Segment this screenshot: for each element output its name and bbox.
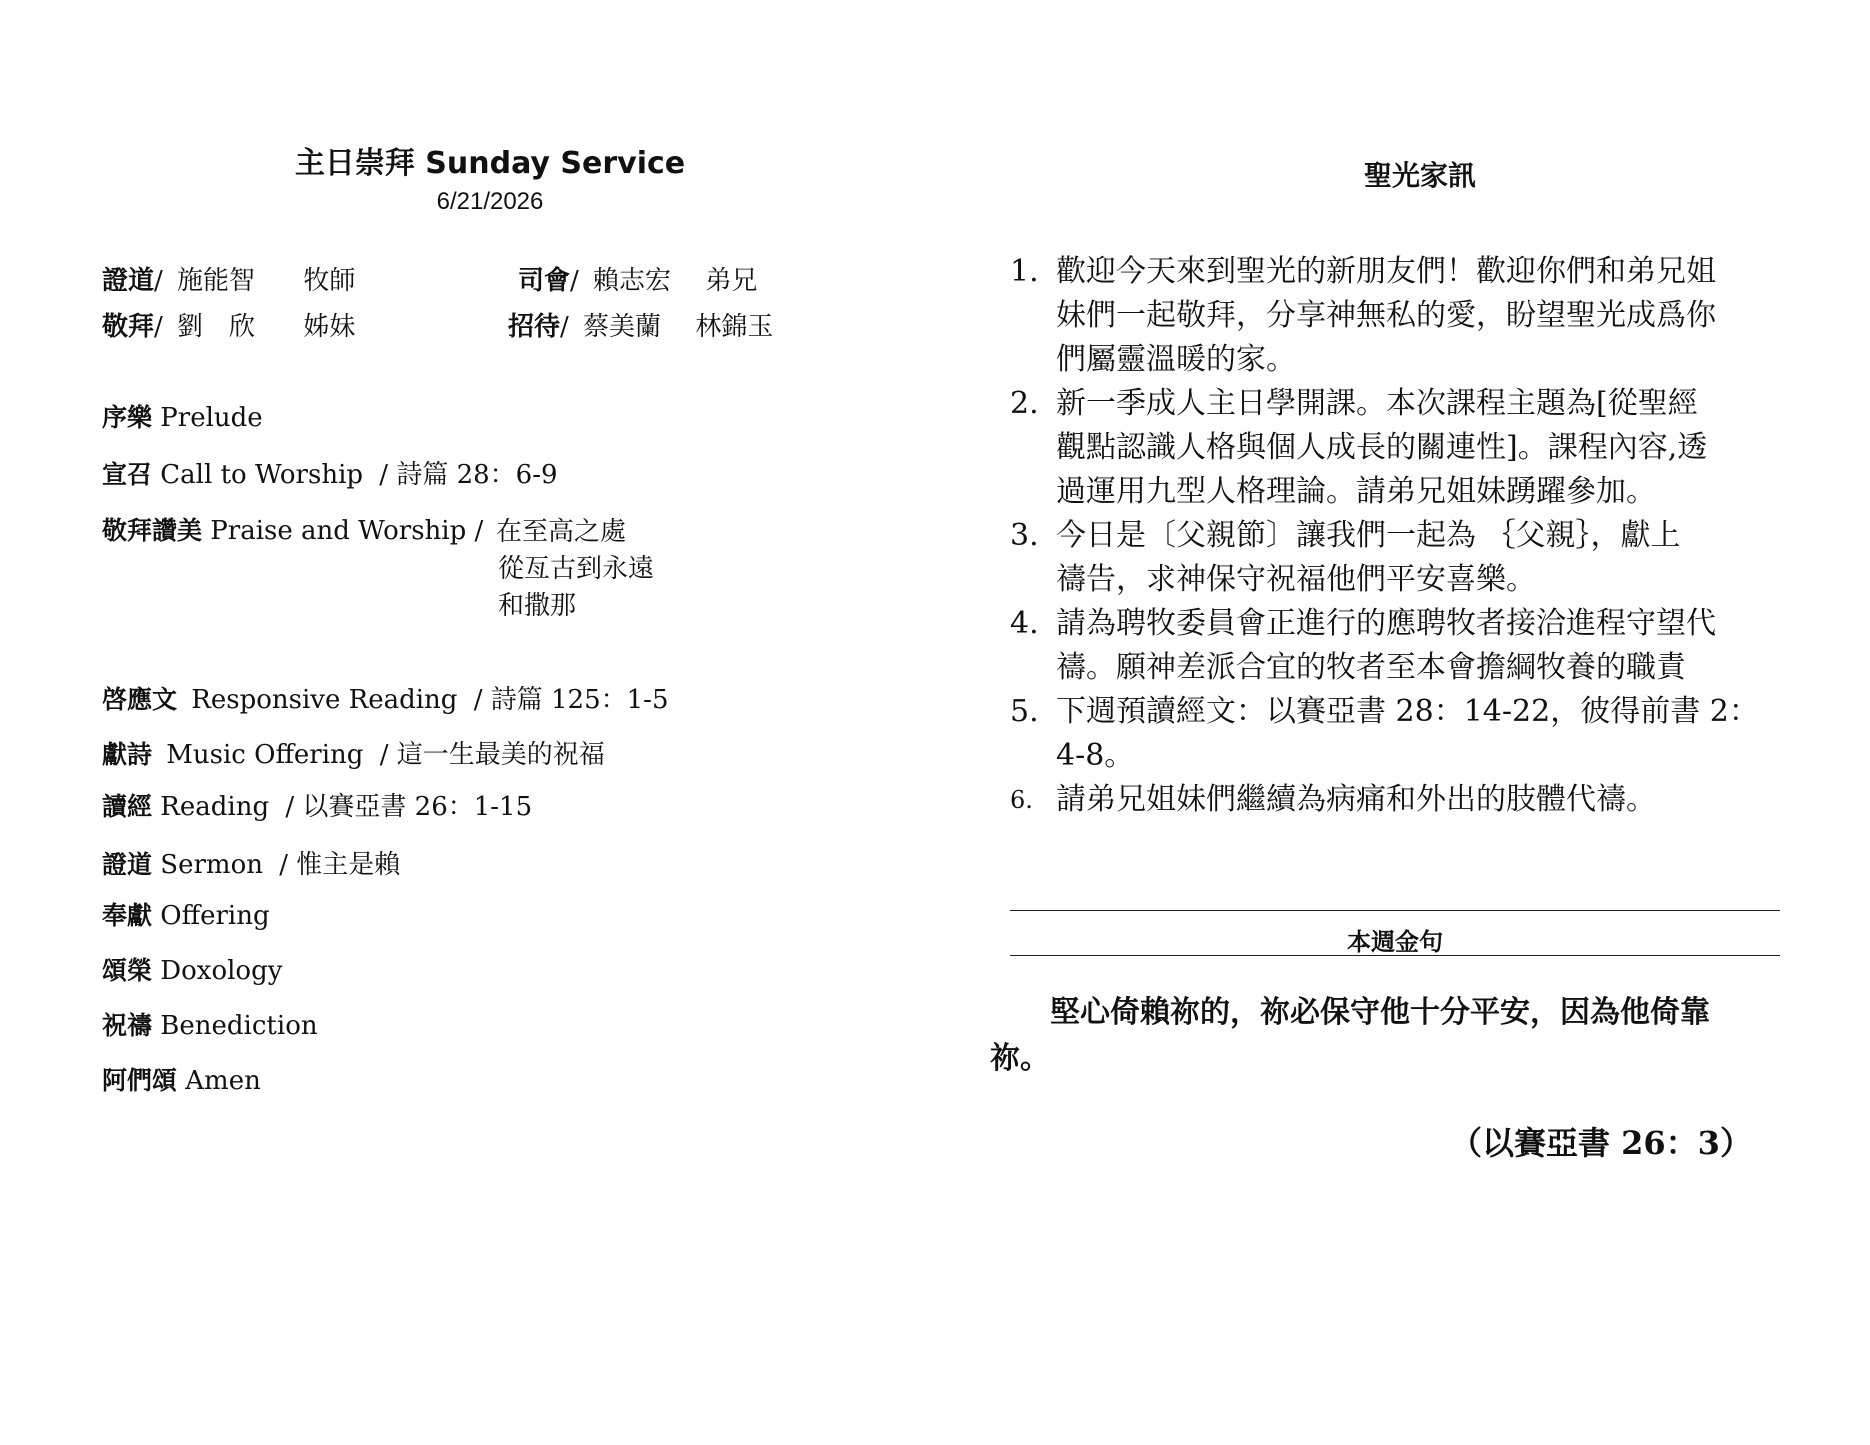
staff-host: 司會/ 賴志宏 弟兄 <box>518 266 758 296</box>
program-item-responsive-reading: 啓應文 Responsive Reading / 詩篇 125：1-5 <box>102 685 669 715</box>
verse-line-2: 祢。 <box>990 1041 1050 1076</box>
program-item-sermon: 證道 Sermon / 惟主是賴 <box>102 850 401 880</box>
program-item-reading: 讀經 Reading / 以賽亞書 26：1-15 <box>102 792 533 822</box>
verse-line-1: 堅心倚賴祢的，祢必保守他十分平安，因為他倚靠 <box>1050 995 1710 1030</box>
program-item-prelude: 序樂 Prelude <box>102 403 263 433</box>
praise-song-2: 從亙古到永遠 <box>498 554 655 584</box>
program-item-doxology: 頌榮 Doxology <box>102 956 283 986</box>
praise-song-1: 在至高之處 <box>496 517 627 547</box>
verse-rule-top <box>1010 910 1780 911</box>
service-title: 主日崇拜 Sunday Service <box>294 146 686 181</box>
verse-rule-bottom <box>1010 955 1780 956</box>
news-list: 1. 歡迎今天來到聖光的新朋友們！歡迎你們和弟兄姐 妹們一起敬拜，分享神無私的愛，盼望聖光成爲你 們屬靈溫暖的家。 2. 新一季成人主日學開課。本次課程主題為[從聖經 觀點認識人格與個人成長的關連性]。課程內容,透 過運用九型人格理論。請弟兄姐妹踴躍參加。 3. 今日是〔父親節〕讓我們一起為 ｛父親｝，獻上 禱告，求神保守祝福他們平安喜樂。 4. 請為聘牧委員會正進行的應聘牧者接洽進程守望代 禱。願神差派合宜的牧者至本會擔綱牧養的職責 5. 下週預讀經文：以賽亞書 28：14-22，彼得前書 2： 4-8。 6. 請弟兄姐妹們繼續為病痛和外出的肢體代禱。 <box>1010 254 1759 817</box>
verse-reference: （以賽亞書 26：3） <box>1450 1124 1752 1162</box>
service-date: 6/21/2026 <box>436 188 544 215</box>
program-item-benediction: 祝禱 Benediction <box>102 1011 318 1041</box>
praise-song-3: 和撒那 <box>498 591 577 621</box>
program-item-amen: 阿們頌 Amen <box>102 1066 261 1096</box>
program-item-offering: 奉獻 Offering <box>102 901 270 931</box>
staff-ushers: 招待/ 蔡美蘭 林錦玉 <box>508 312 774 342</box>
staff-preacher: 證道/ 施能智 牧師 <box>102 266 356 296</box>
program-item-praise: 敬拜讚美 Praise and Worship / <box>102 516 484 546</box>
program-item-music-offering: 獻詩 Music Offering / 這一生最美的祝福 <box>102 740 605 770</box>
news-title: 聖光家訊 <box>1363 159 1476 192</box>
program-item-call-to-worship: 宣召 Call to Worship / 詩篇 28：6-9 <box>102 460 558 490</box>
verse-title: 本週金句 <box>1347 927 1443 956</box>
staff-worship: 敬拜/ 劉 欣 姊妹 <box>102 312 356 342</box>
